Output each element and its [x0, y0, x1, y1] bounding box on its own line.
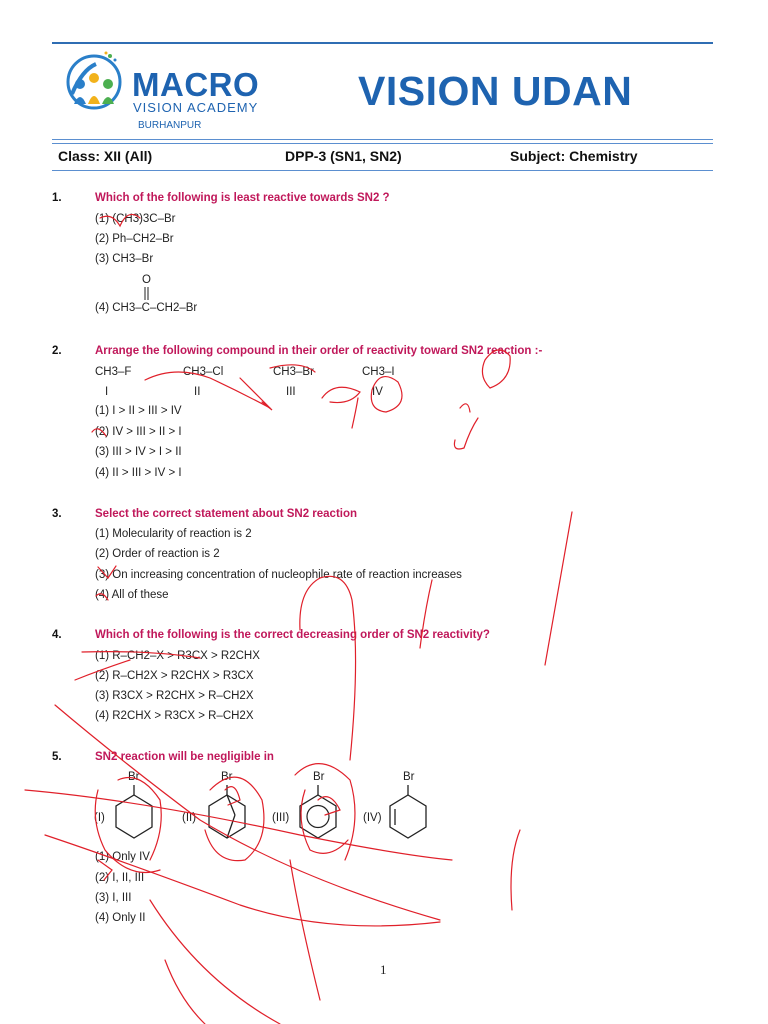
q5-structure-atom-2: Br [221, 771, 233, 783]
q1-text: Which of the following is least reactive towards SN2 ? [95, 192, 390, 204]
vinylic-bromide-structure [387, 785, 429, 843]
dpp-label: DPP-3 (SN1, SN2) [285, 148, 402, 164]
q3-option-1[interactable]: (1) Molecularity of reaction is 2 [95, 528, 252, 540]
q2-text: Arrange the following compound in their order of reactivity toward SN2 reaction :- [95, 345, 543, 357]
q5-number: 5. [52, 751, 62, 763]
q1-option-2[interactable]: (2) Ph–CH2–Br [95, 233, 174, 245]
q4-option-1[interactable]: (1) R–CH2–X > R3CX > R2CHX [95, 650, 260, 662]
q1-number: 1. [52, 192, 62, 204]
q5-structure-label-2: (II) [182, 812, 197, 824]
q5-text: SN2 reaction will be negligible in [95, 751, 274, 763]
q5-option-3[interactable]: (3) I, III [95, 892, 132, 904]
q4-number: 4. [52, 629, 62, 641]
q2-compound-2: CH3–Cl [183, 366, 224, 378]
subject-label: Subject: Chemistry [510, 148, 638, 164]
class-label: Class: XII (All) [58, 148, 153, 164]
q1-option-4[interactable]: (4) CH3–C–CH2–Br [95, 302, 198, 314]
q2-label-4: IV [372, 386, 383, 398]
logo-city: BURHANPUR [138, 120, 202, 131]
q5-structure-atom-3: Br [313, 771, 325, 783]
q2-compound-3: CH3–Br [273, 366, 314, 378]
bromobenzene-structure [297, 785, 339, 843]
q5-structure-atom-1: Br [128, 771, 140, 783]
q4-text: Which of the following is the correct decreasing order of SN2 reactivity? [95, 629, 490, 641]
logo-brand: MACRO [132, 66, 260, 103]
q2-option-3[interactable]: (3) III > IV > I > II [95, 446, 182, 458]
q2-option-4[interactable]: (4) II > III > IV > I [95, 467, 182, 479]
q1-option-1[interactable]: (1) (CH3)3C–Br [95, 213, 176, 225]
q3-option-3[interactable]: (3) On increasing concentration of nucleophile rate of reaction increases [95, 569, 462, 581]
bicyclic-bromide-structure [205, 785, 249, 843]
q4-option-2[interactable]: (2) R–CH2X > R2CHX > R3CX [95, 670, 254, 682]
q5-option-2[interactable]: (2) I, II, III [95, 872, 145, 884]
carbonyl-double-bond [143, 287, 151, 301]
header-rule-top-2 [52, 143, 713, 144]
top-rule [52, 42, 713, 44]
q5-structure-label-3: (III) [272, 812, 290, 824]
q2-label-3: III [286, 386, 296, 398]
q3-option-4[interactable]: (4) All of these [95, 589, 169, 601]
q2-label-1: I [105, 386, 109, 398]
q2-compound-1: CH3–F [95, 366, 132, 378]
q5-option-4[interactable]: (4) Only II [95, 912, 146, 924]
q2-number: 2. [52, 345, 62, 357]
q1-option-3[interactable]: (3) CH3–Br [95, 253, 154, 265]
q3-option-2[interactable]: (2) Order of reaction is 2 [95, 548, 220, 560]
q2-label-2: II [194, 386, 201, 398]
q2-option-1[interactable]: (1) I > II > III > IV [95, 405, 182, 417]
q5-structure-label-1: (I) [94, 812, 105, 824]
q4-option-4[interactable]: (4) R2CHX > R3CX > R–CH2X [95, 710, 254, 722]
page-title: VISION UDAN [358, 68, 633, 114]
q2-compound-4: CH3–I [362, 366, 395, 378]
q4-option-3[interactable]: (3) R3CX > R2CHX > R–CH2X [95, 690, 254, 702]
q2-option-2[interactable]: (2) IV > III > II > I [95, 426, 182, 438]
q3-text: Select the correct statement about SN2 reaction [95, 508, 358, 520]
q1-carbonyl-oxygen: O [142, 274, 151, 286]
q3-number: 3. [52, 508, 62, 520]
cyclohexyl-bromide-structure [113, 785, 155, 843]
page-number: 1 [380, 962, 387, 977]
logo-icon [62, 50, 126, 120]
q5-structure-label-4: (IV) [363, 812, 382, 824]
header-rule-top [52, 139, 713, 140]
q5-option-1[interactable]: (1) Only IV [95, 851, 150, 863]
logo-academy: VISION ACADEMY [133, 100, 259, 115]
header-rule-bottom [52, 170, 713, 171]
q5-structure-atom-4: Br [403, 771, 415, 783]
